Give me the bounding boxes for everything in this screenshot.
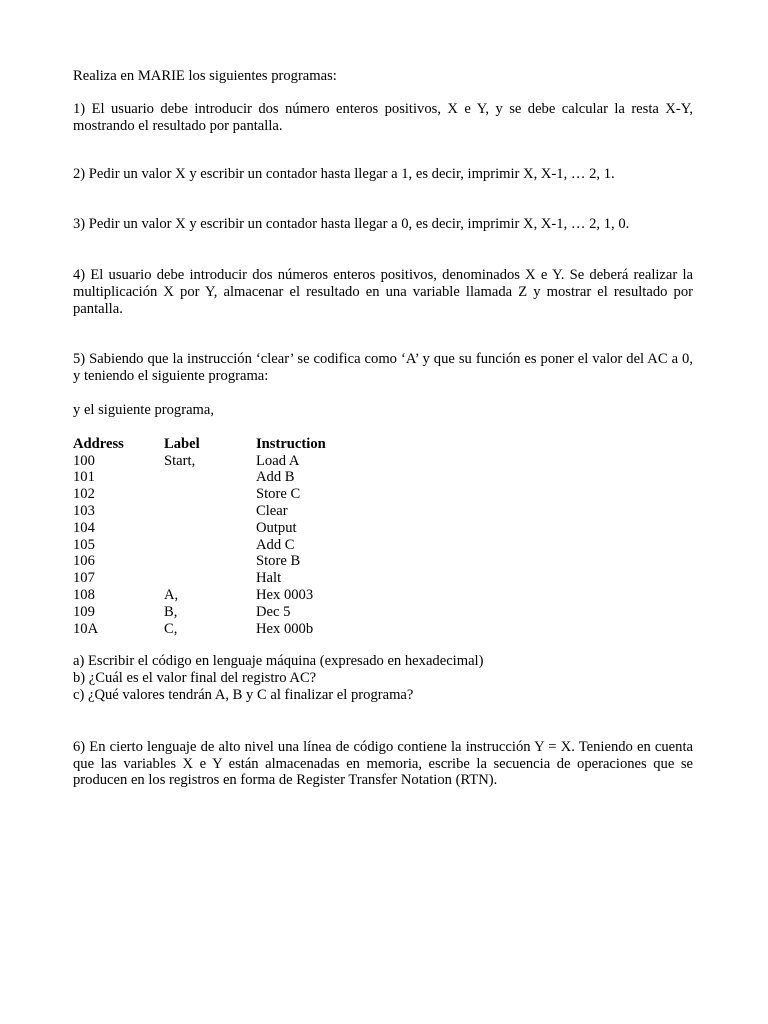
cell-label: A, bbox=[164, 586, 179, 603]
cell-instruction: Halt bbox=[256, 570, 282, 587]
cell-label bbox=[164, 537, 256, 554]
cell-instruction: Output bbox=[256, 519, 297, 536]
cell-address: 101 bbox=[73, 469, 95, 486]
cell-label bbox=[164, 469, 256, 486]
cell-label bbox=[164, 503, 256, 520]
question-3: 3) Pedir un valor X y escribir un contador hasta llegar a 0, es decir, imprimir X, X-1, … 2, 1, 0. bbox=[73, 216, 630, 233]
question-2: 2) Pedir un valor X y escribir un contador hasta llegar a 1, es decir, imprimir X, X-1, … 2, 1. bbox=[73, 166, 615, 183]
cell-address: 107 bbox=[73, 570, 95, 587]
cell-address: 106 bbox=[73, 553, 95, 570]
question-5-followup: y el siguiente programa, bbox=[73, 401, 215, 418]
sub-question-a: a) Escribir el código en lenguaje máquina (expresado en hexadecimal) bbox=[73, 653, 484, 670]
cell-instruction: Store C bbox=[256, 486, 301, 503]
cell-label bbox=[164, 520, 256, 537]
cell-instruction: Add B bbox=[256, 469, 295, 486]
cell-label: B, bbox=[164, 603, 178, 620]
header-label: Label bbox=[164, 435, 200, 452]
cell-address: 100 bbox=[73, 452, 95, 469]
table-row bbox=[73, 486, 456, 503]
cell-instruction: Load A bbox=[256, 452, 300, 469]
cell-address: 105 bbox=[73, 536, 95, 553]
intro-text: Realiza en MARIE los siguientes programas: bbox=[73, 68, 337, 84]
cell-address: 108 bbox=[73, 586, 95, 603]
cell-instruction: Clear bbox=[256, 502, 288, 519]
table-row bbox=[73, 553, 456, 570]
table-row bbox=[73, 621, 456, 638]
cell-address: 103 bbox=[73, 502, 95, 519]
table-row bbox=[73, 537, 456, 554]
table-row bbox=[73, 604, 456, 621]
cell-address: 102 bbox=[73, 486, 95, 503]
table-row bbox=[73, 587, 456, 604]
question-6: 6) En cierto lenguaje de alto nivel una línea de código contiene la instrucción Y = X. Teniendo en cuenta que las variables X e Y están almacenadas en memoria, escribe la secuencia de operaciones que se producen en los registros en forma de Register Transfer Notation (RTN). bbox=[73, 738, 693, 789]
cell-address: 109 bbox=[73, 603, 95, 620]
table-row bbox=[73, 469, 456, 486]
header-address: Address bbox=[73, 435, 124, 452]
table-row bbox=[73, 503, 456, 520]
question-4: 4) El usuario debe introducir dos números enteros positivos, denominados X e Y. Se deberá realizar la multiplicación X por Y, almacenar el resultado en una variable llamada Z y mostrar el resultado por pantalla. bbox=[73, 266, 693, 317]
cell-label bbox=[164, 486, 256, 503]
cell-label: C, bbox=[164, 620, 178, 637]
question-5: 5) Sabiendo que la instrucción ‘clear’ se codifica como ‘A’ y que su función es poner el valor del AC a 0, y teniendo el siguiente programa: bbox=[73, 351, 693, 385]
program-table-header-row bbox=[73, 436, 456, 453]
header-instruction: Instruction bbox=[256, 435, 326, 452]
table-row bbox=[73, 520, 456, 537]
table-row bbox=[73, 570, 456, 587]
sub-question-c: c) ¿Qué valores tendrán A, B y C al finalizar el programa? bbox=[73, 686, 414, 703]
sub-questions bbox=[73, 653, 693, 703]
question-1: 1) El usuario debe introducir dos número enteros positivos, X e Y, y se debe calcular la resta X-Y, mostrando el resultado por pantalla. bbox=[73, 100, 693, 134]
cell-instruction: Dec 5 bbox=[256, 603, 291, 620]
cell-label: Start, bbox=[164, 452, 196, 469]
cell-instruction: Hex 0003 bbox=[256, 586, 314, 603]
cell-instruction: Hex 000b bbox=[256, 620, 314, 637]
table-row bbox=[73, 453, 456, 470]
sub-question-b: b) ¿Cuál es el valor final del registro AC? bbox=[73, 670, 317, 687]
program-table bbox=[73, 436, 456, 638]
cell-instruction: Add C bbox=[256, 536, 295, 553]
cell-label bbox=[164, 553, 256, 570]
cell-address: 104 bbox=[73, 519, 95, 536]
document-page bbox=[73, 68, 693, 789]
cell-address: 10A bbox=[73, 620, 99, 637]
cell-label bbox=[164, 570, 256, 587]
cell-instruction: Store B bbox=[256, 553, 301, 570]
